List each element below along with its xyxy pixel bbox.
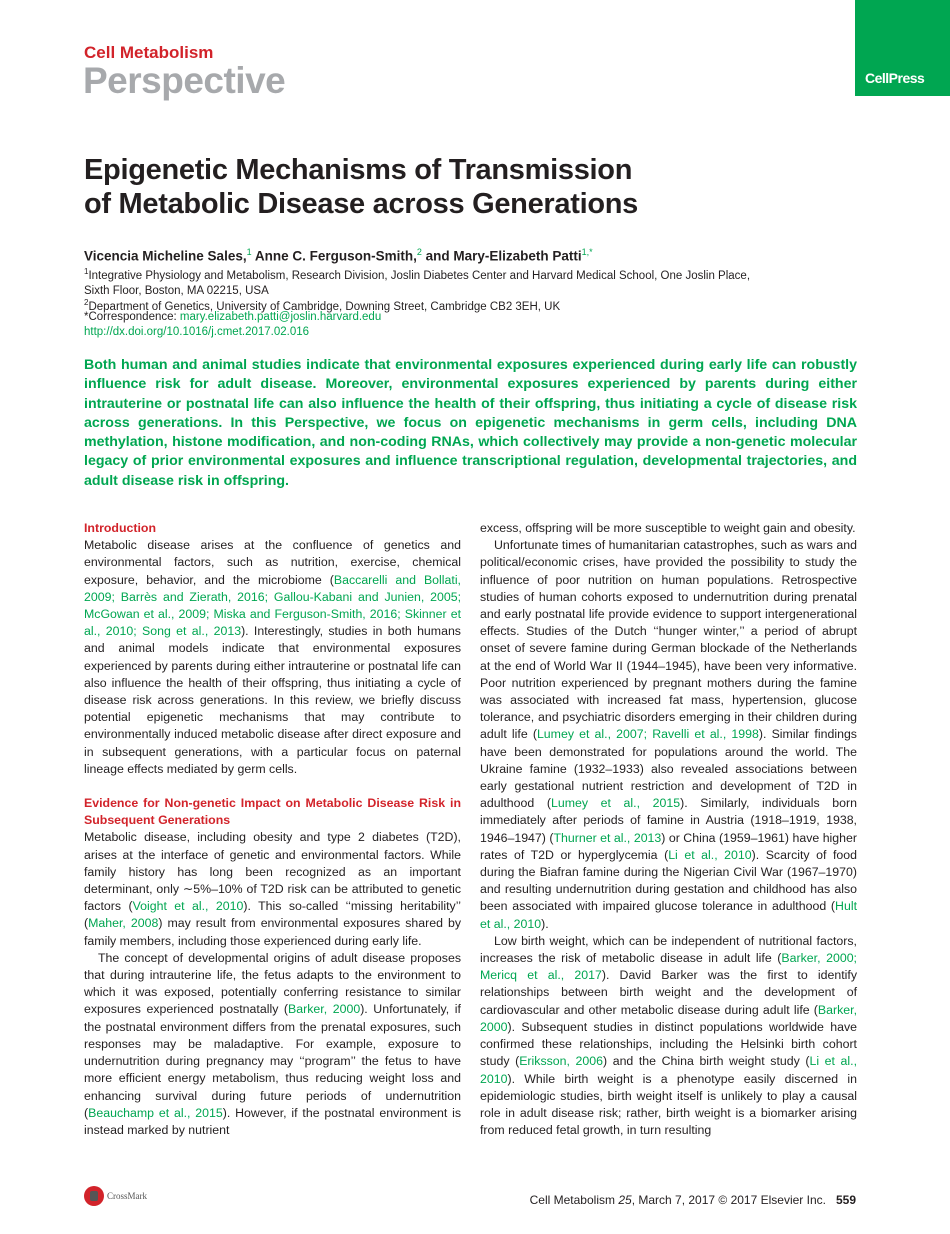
citation-link[interactable]: Baccarelli and Bollati, 2009; Barrès and Zierath, 2016; Gallou-Kabani and Junien, 2005; McGowan et al., 2009; Miska and Ferguson-Smith, 2016; Skinner et al., 2010; Song et al., 2013 [84,572,461,639]
left-column [84,520,461,1139]
section-type: Perspective [83,60,286,101]
doi-link[interactable]: http://dx.doi.org/10.1016/j.cmet.2017.02.016 [84,326,310,338]
affiliation-number: 1 [84,267,89,276]
paragraph: excess, offspring will be more susceptible to weight gain and obesity. [480,521,856,535]
correspondence-label: *Correspondence: [84,311,180,323]
author-affiliation-mark[interactable]: 2 [416,247,422,257]
citation-link[interactable]: Beauchamp et al., 2015 [88,1105,223,1120]
crossmark-label: CrossMark [107,1191,147,1201]
citation-link[interactable]: Hult et al., 2010 [480,899,857,931]
author-name: and Mary-Elizabeth Patti [421,248,582,264]
paragraph: Unfortunate times of humanitarian catastrophes, such as wars and political/economic crises, have provided the possibility to study the influence of poor nutrition on human populations. Retrospective studies of human cohorts exposed to undernutrition during prenatal and early postnatal life provide evidence to support intergenerational effects. Studies of the Dutch ‘‘hunger winter,’’ a period of abrupt onset of severe famine during German blockade of the Netherlands at the end of World War II (1944–1945), have been very informative. Poor nutrition experienced by pregnant mothers during the famine was associated with increased fat mass, hypertension, glucose tolerance, and psychiatric disorders emerging in their children during adult life (Lumey et al., 2007; Ravelli et al., 1998). Similar findings have been demonstrated for populations around the world. The Ukraine famine (1932–1933) also revealed associations between early gestational nutrient restriction and development of T2D in adulthood (Lumey et al., 2015). Similarly, individuals born immediately after periods of famine in Austria (1918–1919, 1938, 1946–1947) (Thurner et al., 2013) or China (1959–1961) have higher rates of T2D or hyperglycemia (Li et al., 2010). Scarcity of food during the Biafran famine during the Nigerian Civil War (1967–1970) and resulting undernutrition during gestation and childhood has also been associated with impaired glucose tolerance in adulthood (Hult et al., 2010). [480,538,858,931]
article-title [84,153,784,221]
paragraph: The concept of developmental origins of adult disease proposes that during intrauterine life, the fetus adapts to the environment to which it was exposed, potentially conferring resistance to similar exposures experienced postnatally (Barker, 2000). Unfortunately, if the postnatal environment differs from the prenatal exposures, such responses may be maladaptive. For example, exposure to undernutrition during pregnancy may ‘‘program’’ the fetus to have more efficient energy metabolism, thus reducing weight loss and enhancing survival during future periods of undernutrition (Beauchamp et al., 2015). However, if the postnatal environment is instead marked by nutrient [84,950,462,1137]
section-heading-evidence: Evidence for Non-genetic Impact on Metabolic Disease Risk in Subsequent Generations [84,796,461,828]
citation-link[interactable]: Barker, 2000; Mericq et al., 2017 [480,951,857,983]
journal-name: Cell Metabolism [84,43,214,62]
paragraph: Metabolic disease arises at the confluence of genetics and environmental factors, such as nutrition, exercise, chemical exposure, behavior, and the microbiome (Baccarelli and Bollati, 2009; Barrès and Zierath, 2016; Gallou-Kabani and Junien, 2005; McGowan et al., 2009; Miska and Ferguson-Smith, 2016; Skinner et al., 2010; Song et al., 2013). Interestingly, studies in both humans and animal models indicate that environmental exposures experienced by parents during either intrauterine or postnatal life can also influence the health of their offspring, thus initiating a cycle of disease risk across generations. In this review, we briefly discuss potential epigenetic mechanisms that may contribute to environmentally induced metabolic disease after direct exposure and in subsequent generations, with a particular focus on paternal lineage effects mediated by germ cells. [84,538,461,776]
citation-link[interactable]: Li et al., 2010 [480,1054,858,1086]
page-footer [530,1193,856,1207]
footer-date-copyright: , March 7, 2017 © 2017 Elsevier Inc. [631,1193,826,1207]
page-number: 559 [835,1193,856,1207]
correspondence-email-link[interactable]: mary.elizabeth.patti@joslin.harvard.edu [179,311,382,323]
citation-link[interactable]: Voight et al., 2010 [132,899,244,914]
citation-link[interactable]: Lumey et al., 2007; Ravelli et al., 1998 [536,727,759,742]
correspondence [84,310,381,326]
cellpress-logo [855,0,950,96]
citation-link[interactable]: Thurner et al., 2013 [553,830,662,845]
footer-journal: Cell Metabolism [529,1193,619,1207]
citation-link[interactable]: Maher, 2008 [88,916,159,931]
paragraph: Metabolic disease, including obesity and type 2 diabetes (T2D), arises at the interface of genetic and environmental factors. While family history has long been recognized as an important determinant, only ∼5%–10% of T2D risk can be attributed to genetic factors (Voight et al., 2010). This so-called ‘‘missing heritability’’ (Maher, 2008) may result from environmental exposures shared by family members, including those experienced during early life. [84,830,461,948]
citation-link[interactable]: Barker, 2000 [288,1002,361,1017]
crossmark-icon [84,1186,104,1206]
author-list [84,247,593,264]
affiliation-text: Integrative Physiology and Metabolism, Research Division, Joslin Diabetes Center and Harvard Medical School, One Joslin Place, [88,269,751,282]
author-name: Vicencia Micheline Sales, [84,248,247,264]
right-column [480,520,857,1139]
citation-link[interactable]: Eriksson, 2006 [519,1054,604,1069]
affiliation-text: Department of Genetics, University of Cambridge, Downing Street, Cambridge CB2 3EH, UK [88,300,561,313]
abstract: Both human and animal studies indicate that environmental exposures experienced during early life can robustly influence risk for adult disease. Moreover, environmental exposures experienced by parents during either intrauterine or postnatal life can also influence the health of their offspring, thus initiating a cycle of disease risk across generations. In this Perspective, we focus on epigenetic mechanisms in germ cells, including DNA methylation, histone modification, and non-coding RNAs, which collectively may provide a non-genetic molecular legacy of prior environmental exposures and influence transcriptional regulation, developmental trajectories, and adult disease risk in offspring. [84,357,857,489]
crossmark-badge[interactable] [84,1186,147,1206]
citation-link[interactable]: Li et al., 2010 [668,847,752,862]
title-line-2: of Metabolic Disease across Generations [84,188,639,220]
author-name: Anne C. Ferguson-Smith, [251,248,417,264]
author-affiliation-mark[interactable]: 1 [246,247,252,257]
affiliation-text: Sixth Floor, Boston, MA 02215, USA [84,285,269,298]
citation-link[interactable]: Barker, 2000 [480,1002,857,1034]
paragraph: Low birth weight, which can be independent of nutritional factors, increases the risk of metabolic disease in adult life (Barker, 2000; Mericq et al., 2017). David Barker was the first to identify relationships between birth weight and the development of cardiovascular and other metabolic disease during adult life (Barker, 2000). Subsequent studies in distinct populations worldwide have confirmed these relationships, including the Helsinki birth cohort study (Eriksson, 2006) and the China birth weight study (Li et al., 2010). While birth weight is a phenotype easily discerned in epidemiologic studies, birth weight itself is unlikely to play a causal role in adult disease risk; rather, birth weight is a biomarker arising from reduced fetal growth, in turn resulting [480,933,858,1138]
affiliation-number: 2 [84,298,89,307]
brand-label: CellPress [865,70,925,86]
citation-link[interactable]: Lumey et al., 2015 [550,796,681,811]
section-heading-introduction: Introduction [84,521,156,535]
footer-volume: 25 [618,1193,632,1207]
author-affiliation-mark[interactable]: 1,* [581,247,593,257]
title-line-1: Epigenetic Mechanisms of Transmission [84,154,633,186]
